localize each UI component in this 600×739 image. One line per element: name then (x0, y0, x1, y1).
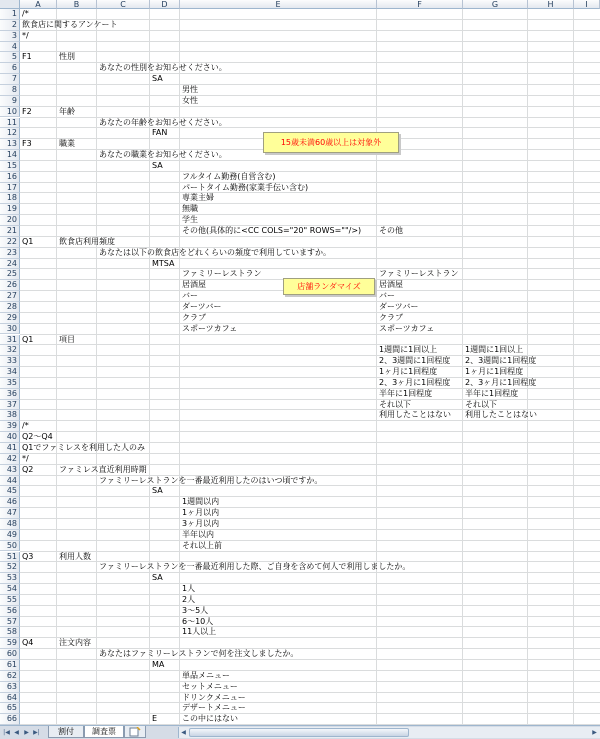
row-gridline (20, 507, 600, 508)
cell-b5[interactable]: 性別 (59, 52, 75, 62)
column-header-e[interactable]: E (180, 0, 377, 9)
row-header[interactable]: 5 (0, 52, 20, 63)
cell-a10[interactable]: F2 (22, 106, 32, 116)
cell-b51[interactable]: 利用人数 (59, 551, 91, 561)
row-header[interactable]: 34 (0, 367, 20, 378)
cell-c14[interactable]: あなたの職業をお知らせください。 (99, 150, 227, 160)
row-header[interactable]: 47 (0, 508, 20, 519)
row-header[interactable]: 13 (0, 139, 20, 150)
row-header[interactable]: 8 (0, 85, 20, 96)
row-gridline (20, 702, 600, 703)
row-gridline (20, 681, 600, 682)
row-header[interactable]: 52 (0, 562, 20, 573)
column-gridline (376, 9, 377, 725)
row-header[interactable]: 17 (0, 183, 20, 194)
next-sheet-button[interactable]: ▶ (24, 729, 29, 736)
column-gridline (462, 9, 463, 725)
row-gridline (20, 637, 600, 638)
cell-c23[interactable]: あなたは以下の飲食店をどれくらいの頻度で利用していますか。 (99, 247, 331, 257)
cell-a43[interactable]: Q2 (22, 464, 34, 474)
tab-chousahyou[interactable]: 調査票 (84, 726, 124, 738)
cell-e20[interactable]: 学生 (182, 215, 198, 225)
cell-e16[interactable]: フルタイム勤務(自営含む) (182, 171, 276, 181)
cell-a31[interactable]: Q1 (22, 334, 34, 344)
cell-g36[interactable]: 半年に1回程度 (465, 388, 519, 398)
row-gridline (20, 594, 600, 595)
row-gridline (20, 203, 600, 204)
cell-g32[interactable]: 1週間に1回以上 (465, 345, 524, 355)
cell-e46[interactable]: 1週間以内 (182, 497, 220, 507)
column-gridline (96, 9, 97, 725)
row-gridline (20, 182, 600, 183)
row-header[interactable]: 16 (0, 172, 20, 183)
row-gridline (20, 106, 600, 107)
cell-e48[interactable]: 3ヶ月以内 (182, 518, 220, 528)
row-gridline (20, 301, 600, 302)
cell-b10[interactable]: 年齢 (59, 106, 75, 116)
cell-e64[interactable]: ドリンクメニュー (182, 692, 246, 702)
row-header[interactable]: 45 (0, 486, 20, 497)
cell-g35[interactable]: 2、3ヶ月に1回程度 (465, 377, 537, 387)
tab-warituke[interactable]: 割付 (48, 726, 84, 738)
first-sheet-button[interactable]: |◀ (3, 729, 10, 736)
cell-f37[interactable]: それ以下 (379, 399, 411, 409)
row-gridline (20, 616, 600, 617)
row-gridline (20, 431, 600, 432)
cell-c11[interactable]: あなたの年齢をお知らせください。 (99, 117, 227, 127)
cell-e19[interactable]: 無職 (182, 204, 198, 214)
row-header[interactable]: 57 (0, 617, 20, 628)
column-gridline (56, 9, 57, 725)
cell-e29[interactable]: クラブ (182, 312, 206, 322)
cell-a1[interactable]: /* (22, 9, 29, 18)
row-gridline (20, 95, 600, 96)
row-header[interactable]: 23 (0, 248, 20, 259)
row-header[interactable]: 27 (0, 291, 20, 302)
cell-f36[interactable]: 半年に1回程度 (379, 388, 433, 398)
cell-a5[interactable]: F1 (22, 52, 32, 62)
note-store-randomize[interactable]: 店舗ランダマイズ (283, 278, 375, 295)
column-header-a[interactable]: A (20, 0, 57, 9)
row-header[interactable]: 44 (0, 476, 20, 487)
row-header[interactable]: 35 (0, 378, 20, 389)
row-gridline (20, 518, 600, 519)
cell-g37[interactable]: それ以下 (465, 399, 497, 409)
row-header[interactable]: 54 (0, 584, 20, 595)
row-gridline (20, 51, 600, 52)
cell-a13[interactable]: F3 (22, 139, 32, 149)
row-gridline (20, 583, 600, 584)
row-header[interactable]: 15 (0, 161, 20, 172)
cell-c52[interactable]: ファミリーレストランを一番最近利用した際、ご自身を含めて何人で利用しましたか。 (99, 562, 411, 572)
row-header[interactable]: 31 (0, 335, 20, 346)
cell-e50[interactable]: それ以上前 (182, 540, 222, 550)
column-header-c[interactable]: C (97, 0, 150, 9)
row-header[interactable]: 30 (0, 324, 20, 335)
cell-e54[interactable]: 1人 (182, 584, 196, 594)
cell-e21[interactable]: その他(具体的に<CC COLS="20" ROWS=""/>) (182, 226, 362, 235)
row-header[interactable]: 2 (0, 20, 20, 31)
row-header[interactable]: 53 (0, 573, 20, 584)
row-gridline (20, 192, 600, 193)
row-header[interactable]: 26 (0, 280, 20, 291)
cell-d12[interactable]: FAN (152, 128, 168, 138)
cell-e62[interactable]: 単品メニュー (182, 670, 230, 680)
cell-f29[interactable]: クラブ (379, 312, 403, 322)
cell-f21[interactable]: その他 (379, 226, 403, 235)
row-header[interactable]: 36 (0, 389, 20, 400)
row-header[interactable]: 49 (0, 530, 20, 541)
row-header[interactable]: 22 (0, 237, 20, 248)
row-header[interactable]: 7 (0, 74, 20, 85)
scroll-left-icon[interactable]: ◀ (181, 729, 186, 736)
row-gridline (20, 692, 600, 693)
cell-b31[interactable]: 項目 (59, 334, 75, 344)
cell-e63[interactable]: セットメニュー (182, 681, 238, 691)
row-header[interactable]: 6 (0, 63, 20, 74)
cell-g33[interactable]: 2、3週間に1回程度 (465, 356, 537, 366)
row-gridline (20, 713, 600, 714)
note-age-exclusion[interactable]: 15歳未満60歳以上は対象外 (263, 132, 399, 153)
row-header[interactable]: 56 (0, 606, 20, 617)
cell-e58[interactable]: 11人以上 (182, 627, 217, 637)
cell-d66[interactable]: E (152, 714, 158, 724)
prev-sheet-button[interactable]: ◀ (14, 729, 19, 736)
column-header-h[interactable]: H (528, 0, 574, 9)
cell-c44[interactable]: ファミリーレストランを一番最近利用したのはいつ頃ですか。 (99, 475, 323, 485)
cell-e18[interactable]: 専業主婦 (182, 193, 214, 203)
row-header[interactable]: 64 (0, 693, 20, 704)
row-gridline (20, 540, 600, 541)
row-header[interactable]: 20 (0, 215, 20, 226)
cell-d15[interactable]: SA (152, 160, 163, 170)
cell-d24[interactable]: MTSA (152, 258, 175, 268)
row-gridline (20, 41, 600, 42)
cell-f38[interactable]: 利用したことはない (379, 410, 451, 420)
cell-e49[interactable]: 半年以内 (182, 529, 214, 539)
cell-e26[interactable]: 居酒屋 (182, 280, 206, 290)
cell-f34[interactable]: 1ヶ月に1回程度 (379, 367, 438, 377)
cell-d7[interactable]: SA (152, 74, 163, 84)
column-header-b[interactable]: B (57, 0, 97, 9)
scrollbar-thumb[interactable] (189, 728, 409, 737)
row-gridline (20, 551, 600, 552)
row-gridline (20, 214, 600, 215)
cell-e57[interactable]: 6〜10人 (182, 616, 214, 626)
cell-f25[interactable]: ファミリーレストラン (379, 269, 459, 279)
row-header[interactable]: 1 (0, 9, 20, 20)
cell-a40[interactable]: Q2〜Q4 (22, 432, 53, 442)
sheet-tab-bar (0, 725, 600, 739)
cell-a51[interactable]: Q3 (22, 551, 34, 561)
row-header[interactable]: 12 (0, 128, 20, 139)
column-header-f[interactable]: F (377, 0, 463, 9)
row-gridline (20, 496, 600, 497)
row-gridline (20, 626, 600, 627)
column-gridline (179, 9, 180, 725)
cell-e25[interactable]: ファミリーレストラン (182, 269, 262, 279)
cell-b13[interactable]: 職業 (59, 139, 75, 149)
row-header[interactable]: 63 (0, 682, 20, 693)
row-header[interactable]: 41 (0, 443, 20, 454)
cell-f27[interactable]: バー (379, 291, 395, 301)
row-header[interactable]: 9 (0, 96, 20, 107)
row-header[interactable]: 25 (0, 269, 20, 280)
cell-a59[interactable]: Q4 (22, 638, 34, 648)
cell-f26[interactable]: 居酒屋 (379, 280, 403, 290)
cell-d61[interactable]: MA (152, 660, 165, 669)
row-header[interactable]: 50 (0, 541, 20, 552)
row-gridline (20, 605, 600, 606)
row-header[interactable]: 32 (0, 345, 20, 356)
cell-e55[interactable]: 2人 (182, 594, 196, 604)
cell-b59[interactable]: 注文内容 (59, 638, 91, 648)
row-gridline (20, 268, 600, 269)
column-header-g[interactable]: G (463, 0, 528, 9)
row-header[interactable]: 37 (0, 400, 20, 411)
row-header[interactable]: 59 (0, 638, 20, 649)
row-gridline (20, 171, 600, 172)
cell-e66[interactable]: この中にはない (182, 714, 238, 724)
row-header[interactable]: 58 (0, 627, 20, 638)
cell-g34[interactable]: 1ヶ月に1回程度 (465, 367, 524, 377)
row-header[interactable]: 19 (0, 204, 20, 215)
cell-d53[interactable]: SA (152, 573, 163, 583)
cell-b43[interactable]: ファミレス直近利用時期 (59, 464, 147, 474)
cell-e27[interactable]: バー (182, 291, 198, 301)
row-header[interactable]: 43 (0, 465, 20, 476)
add-sheet-tab[interactable] (124, 726, 146, 738)
cell-a22[interactable]: Q1 (22, 236, 34, 246)
row-header[interactable]: 60 (0, 649, 20, 660)
row-header[interactable]: 51 (0, 552, 20, 563)
row-header[interactable]: 39 (0, 421, 20, 432)
cell-e30[interactable]: スポーツカフェ (182, 323, 238, 333)
cell-e47[interactable]: 1ヶ月以内 (182, 508, 220, 518)
cell-a3[interactable]: */ (22, 30, 29, 40)
new-sheet-icon (129, 727, 141, 737)
row-header[interactable]: 46 (0, 497, 20, 508)
row-header[interactable]: 66 (0, 714, 20, 725)
cell-g38[interactable]: 利用したことはない (465, 410, 537, 420)
cell-f35[interactable]: 2、3ヶ月に1回程度 (379, 377, 451, 387)
row-header[interactable]: 29 (0, 313, 20, 324)
row-header[interactable]: 10 (0, 107, 20, 118)
cell-b22[interactable]: 飲食店利用頻度 (59, 236, 115, 246)
cell-f32[interactable]: 1週間に1回以上 (379, 345, 438, 355)
row-header[interactable]: 24 (0, 259, 20, 270)
horizontal-scrollbar[interactable] (178, 727, 600, 738)
cell-e56[interactable]: 3〜5人 (182, 605, 209, 615)
column-gridline (573, 9, 574, 725)
cell-a39[interactable]: /* (22, 421, 29, 431)
cell-e9[interactable]: 女性 (182, 95, 198, 105)
row-header[interactable]: 18 (0, 193, 20, 204)
cell-f28[interactable]: ダーツバー (379, 301, 419, 311)
row-header[interactable]: 28 (0, 302, 20, 313)
row-header[interactable]: 21 (0, 226, 20, 237)
row-gridline (20, 334, 600, 335)
column-header-i[interactable]: I (574, 0, 600, 9)
cell-d45[interactable]: SA (152, 486, 163, 496)
row-header[interactable]: 62 (0, 671, 20, 682)
row-header[interactable]: 40 (0, 432, 20, 443)
cell-e65[interactable]: デザートメニュー (182, 703, 246, 713)
cell-a42[interactable]: */ (22, 453, 29, 463)
scroll-right-icon[interactable]: ▶ (592, 729, 597, 736)
cell-c60[interactable]: あなたはファミリーレストランで何を注文しましたか。 (99, 649, 299, 659)
row-gridline (20, 323, 600, 324)
cell-f33[interactable]: 2、3週間に1回程度 (379, 356, 451, 366)
row-gridline (20, 670, 600, 671)
cell-a41[interactable]: Q1でファミレスを利用した人のみ (22, 443, 145, 452)
row-header[interactable]: 61 (0, 660, 20, 671)
row-gridline (20, 312, 600, 313)
row-header[interactable]: 14 (0, 150, 20, 161)
column-gridline (149, 9, 150, 725)
select-all-corner[interactable] (0, 0, 20, 9)
row-header[interactable]: 42 (0, 454, 20, 465)
row-header[interactable]: 38 (0, 410, 20, 421)
row-header[interactable]: 3 (0, 31, 20, 42)
cell-c6[interactable]: あなたの性別をお知らせください。 (99, 63, 227, 73)
row-gridline (20, 84, 600, 85)
row-header[interactable]: 65 (0, 703, 20, 714)
cell-e8[interactable]: 男性 (182, 84, 198, 94)
cell-e17[interactable]: パートタイム勤務(家業手伝い含む) (182, 182, 309, 192)
row-header[interactable]: 11 (0, 118, 20, 129)
last-sheet-button[interactable]: ▶| (33, 729, 40, 736)
cell-f30[interactable]: スポーツカフェ (379, 323, 435, 333)
row-header[interactable]: 48 (0, 519, 20, 530)
row-header[interactable]: 33 (0, 356, 20, 367)
row-gridline (20, 529, 600, 530)
column-header-d[interactable]: D (150, 0, 180, 9)
cell-e28[interactable]: ダーツバー (182, 301, 222, 311)
cell-a2[interactable]: 飲食店に関するアンケート (22, 19, 118, 29)
row-header[interactable]: 4 (0, 42, 20, 53)
row-header[interactable]: 55 (0, 595, 20, 606)
